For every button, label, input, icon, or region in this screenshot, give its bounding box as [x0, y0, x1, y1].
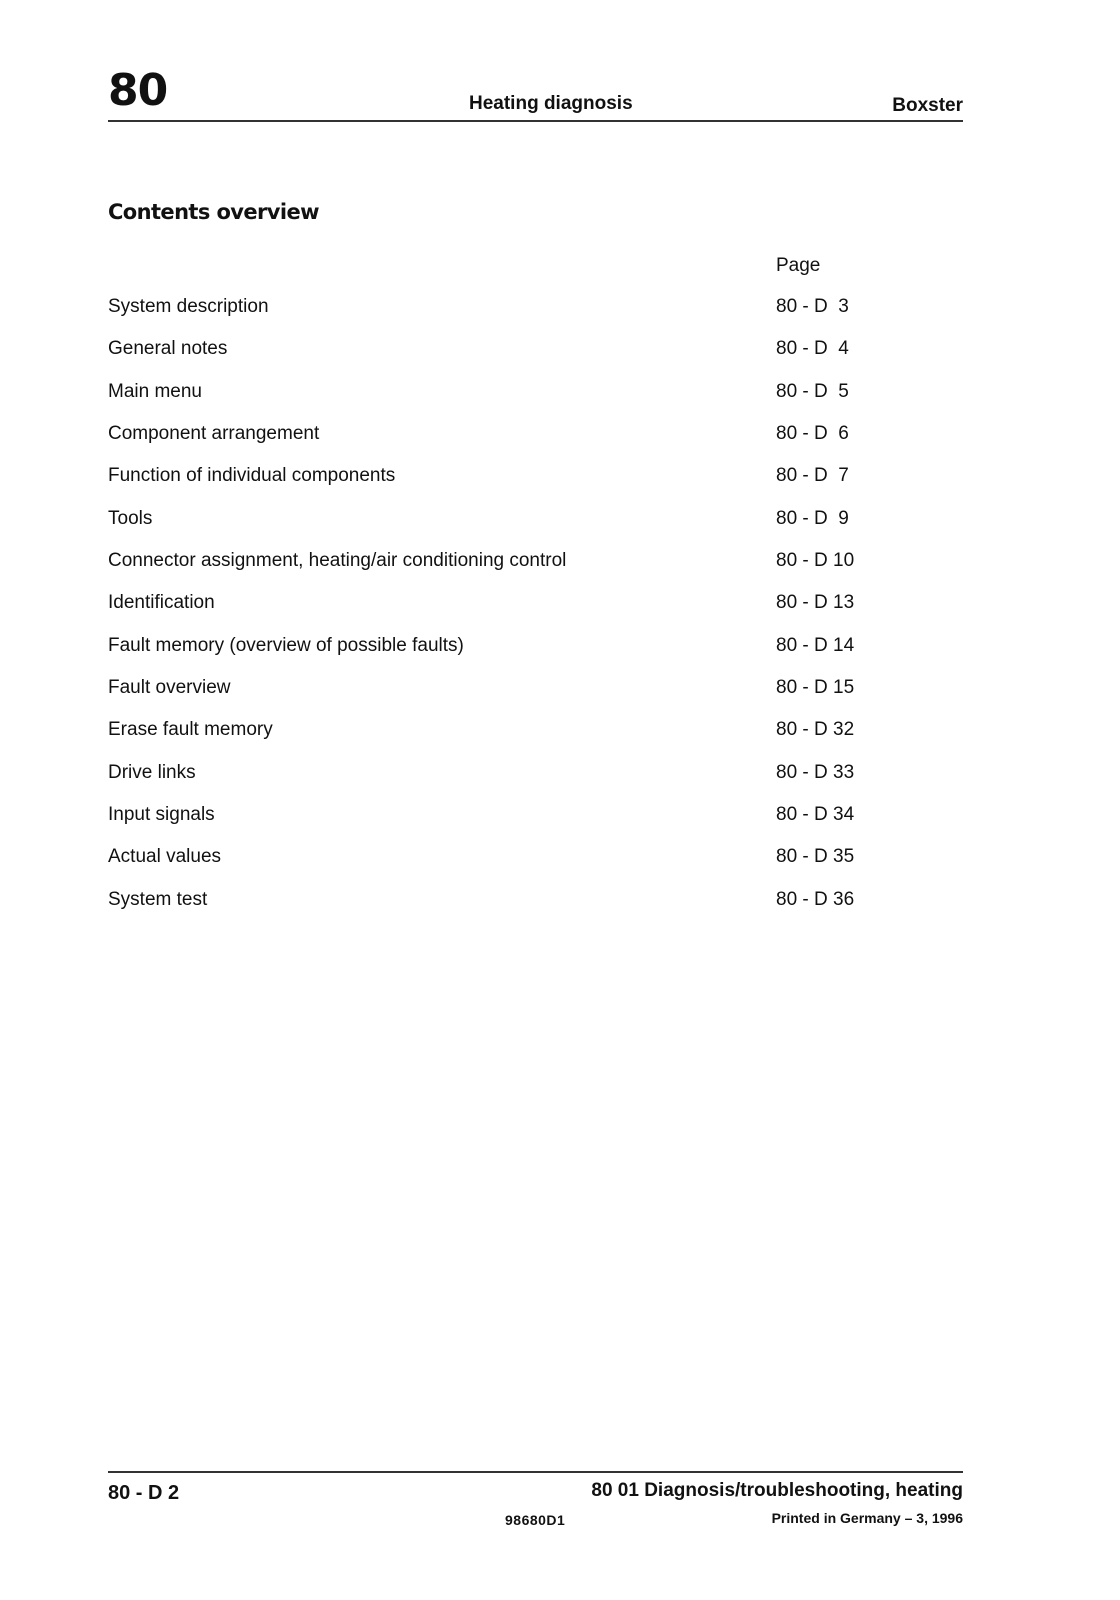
toc-item-title: Fault memory (overview of possible faults) — [108, 634, 464, 656]
toc-item-title: General notes — [108, 338, 228, 360]
toc-item-title: Drive links — [108, 761, 196, 783]
toc-item-page: 80 - D 3 — [776, 296, 849, 317]
toc-item-title: Erase fault memory — [108, 719, 273, 741]
toc-row — [108, 336, 868, 378]
toc-row — [108, 506, 868, 548]
toc-item-page: 80 - D 15 — [776, 676, 855, 698]
toc-item-title: Component arrangement — [108, 422, 320, 444]
toc-item-page: 80 - D 6 — [776, 422, 849, 444]
toc-item-title: Connector assignment, heating/air conditioning control — [108, 549, 567, 571]
toc-row — [108, 590, 868, 632]
toc-item-page: 80 - D 35 — [776, 846, 855, 868]
table-of-contents — [108, 294, 868, 929]
toc-row — [108, 760, 868, 802]
toc-item-page: 80 - D 9 — [776, 507, 849, 529]
toc-item-title: Identification — [108, 592, 215, 614]
toc-item-title: Fault overview — [108, 676, 231, 698]
footer-divider — [108, 1471, 963, 1473]
toc-item-page: 80 - D 34 — [776, 803, 855, 825]
toc-row — [108, 421, 868, 463]
toc-row — [108, 548, 868, 590]
footer-document-code: 98680D1 — [505, 1512, 566, 1528]
contents-title: Contents overview — [108, 200, 319, 224]
toc-item-title: Actual values — [108, 846, 222, 868]
toc-item-page: 80 - D 13 — [776, 592, 855, 614]
toc-item-page: 80 - D 14 — [776, 634, 855, 656]
page-column-heading: Page — [776, 255, 821, 276]
header-title: Heating diagnosis — [469, 93, 633, 114]
toc-item-page: 80 - D 33 — [776, 761, 855, 783]
toc-item-page: 80 - D 4 — [776, 338, 849, 360]
footer-page-number: 80 - D 2 — [108, 1482, 180, 1504]
page-header — [108, 66, 963, 124]
toc-item-page: 80 - D 5 — [776, 380, 849, 402]
toc-row — [108, 844, 868, 886]
toc-item-title: Function of individual components — [108, 465, 396, 487]
toc-item-page: 80 - D 36 — [776, 888, 855, 910]
toc-item-page: 80 - D 10 — [776, 549, 855, 571]
toc-row — [108, 887, 868, 929]
toc-item-title: Tools — [108, 507, 153, 529]
section-number: 80 — [108, 65, 168, 116]
footer-section-title: 80 01 Diagnosis/troubleshooting, heating — [591, 1480, 963, 1501]
toc-item-title: System description — [108, 296, 269, 317]
toc-row — [108, 379, 868, 421]
toc-item-title: System test — [108, 888, 208, 910]
footer-printed-note: Printed in Germany – 3, 1996 — [771, 1510, 963, 1526]
toc-row — [108, 294, 868, 336]
toc-item-title: Main menu — [108, 380, 202, 402]
header-divider — [108, 120, 963, 122]
toc-row — [108, 802, 868, 844]
header-model: Boxster — [892, 95, 963, 116]
toc-item-page: 80 - D 7 — [776, 465, 849, 487]
toc-item-title: Input signals — [108, 803, 215, 825]
toc-row — [108, 633, 868, 675]
toc-row — [108, 675, 868, 717]
toc-row — [108, 463, 868, 505]
toc-row — [108, 717, 868, 759]
toc-item-page: 80 - D 32 — [776, 719, 855, 741]
